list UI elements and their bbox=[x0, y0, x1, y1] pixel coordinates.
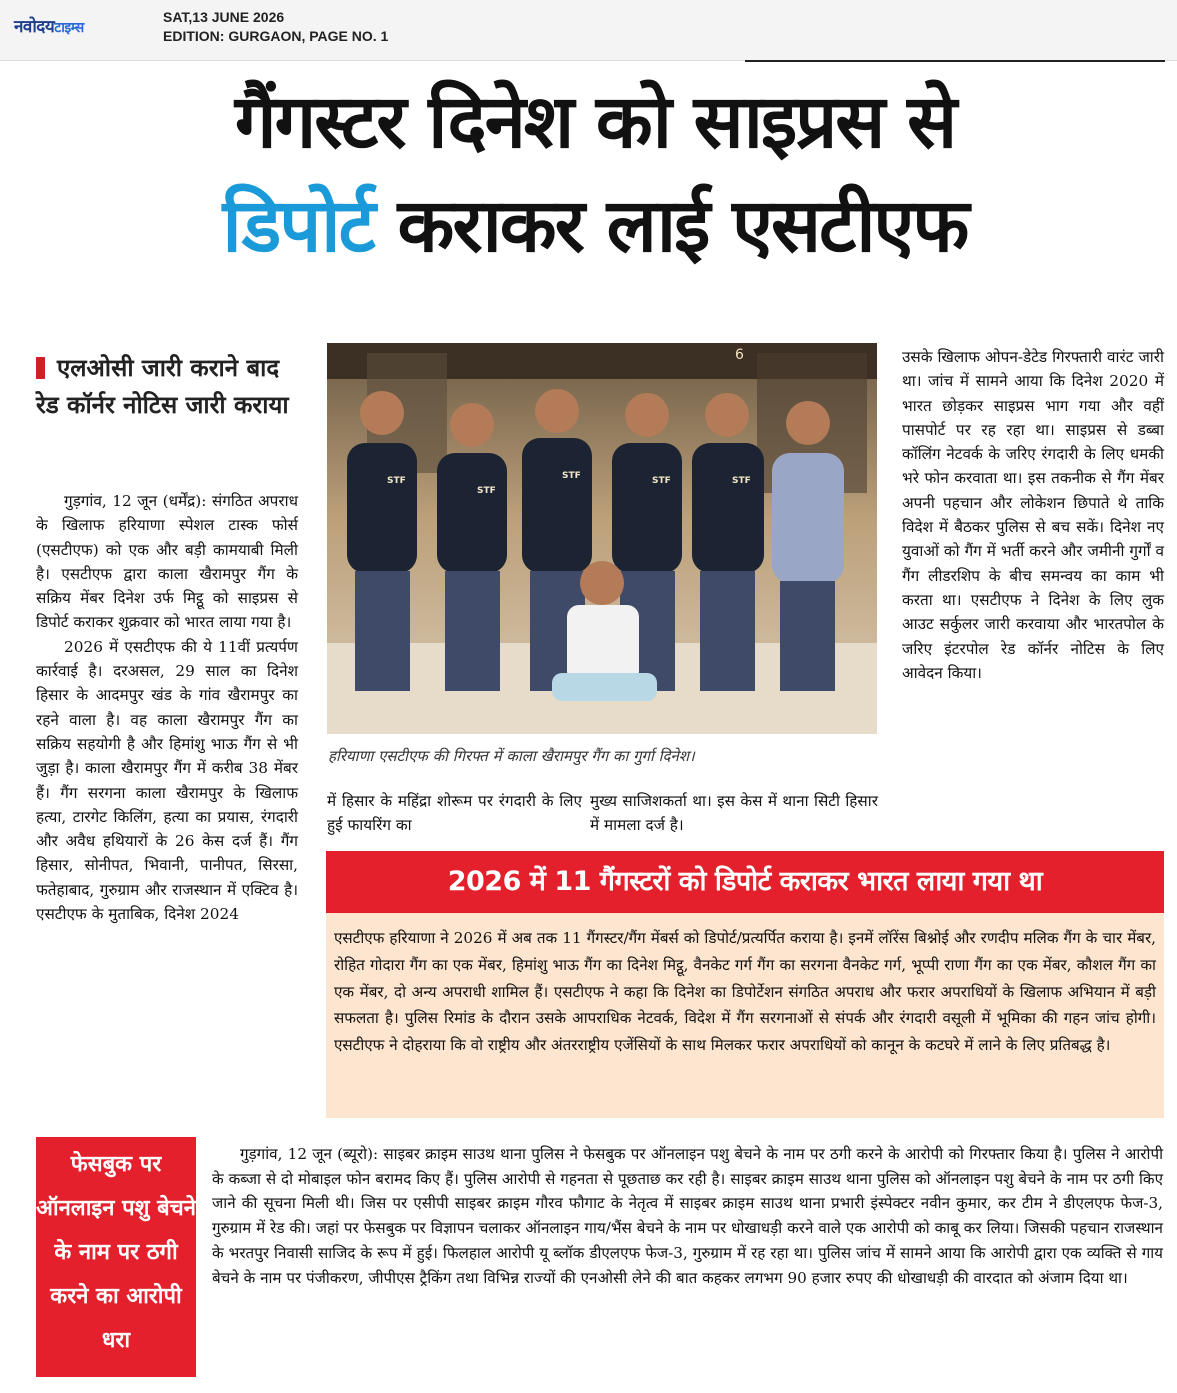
edition-info bbox=[163, 8, 388, 46]
cropped-adjacent-column bbox=[0, 60, 14, 1393]
bottom-story bbox=[212, 1142, 1163, 1290]
shirt-label-2: STF bbox=[477, 486, 496, 496]
banner-body: एसटीएफ हरियाणा ने 2026 में अब तक 11 गैंगस्टर/गैंग मेंबर्स को डिपोर्ट/प्रत्यर्पित कराया है। इनमें लॉरेंस बिश्नोई और रणदीप मलिक गैंग के चार मेंबर, रोहित गोदारा गैंग का एक मेंबर, हिमांशु भाऊ गैंग का दिनेश मिट्ठू, वैनकेट गर्ग गैंग का सरगना वैनकेट गर्ग, भूप्पी राणा गैंग का एक मेंबर, कौशल गैंग का एक मेंबर, दो अन्य अपराधी शामिल हैं। एसटीएफ ने कहा कि दिनेश का डिपोर्टेशन संगठित अपराध और फरार अपराधियों के खिलाफ अभियान में बड़ी सफलता है। पुलिस रिमांड के दौरान उसके आपराधिक नेटवर्क, विदेश में गैंग सरगनाओं से संपर्क और रंगदारी वसूली में भूमिका की गहन जांच होगी। एसटीएफ ने दोहराया कि वो राष्ट्रीय और अंतरराष्ट्रीय एजेंसियों के साथ मिलकर फरार अपराधियों को कानून के कटघरे में लाने के लिए प्रतिबद्ध है। bbox=[334, 929, 1156, 1055]
shirt-label-5: STF bbox=[732, 476, 751, 486]
side-headline-box: फेसबुक पर ऑनलाइन पशु बेचने के नाम पर ठगी करने का आरोपी धरा bbox=[36, 1137, 196, 1377]
logo-main: नवोदय bbox=[14, 17, 55, 37]
left-para-2: 2026 में एसटीएफ की ये 11वीं प्रत्यर्पण कार्रवाई है। दरअसल, 29 साल का दिनेश हिसार के आदमपुर खंड के गांव खैरामपुर का रहने वाला है। वह काला खैरामपुर गैंग का सक्रिय सहयोगी है और हिमांशु भाऊ गैंग से भी जुड़ा है। काला खैरामपुर गैंग में करीब 38 मेंबर हैं। गैंग सरगना काला खैरामपुर के खिलाफ हत्या, टारगेट किलिंग, हत्या का प्रयास, रंगदारी और अवैध हथियारों के 26 केस दर्ज हैं। गैंग हिसार, सोनीपत, भिवानी, पानीपत, सिरसा, फतेहाबाद, गुरुग्राम और राजस्थान में एक्टिव है। एसटीएफ के मुताबिक, दिनेश 2024 bbox=[36, 637, 298, 924]
subheadline-text: एलओसी जारी कराने बाद रेड कॉर्नर नोटिस जारी कराया bbox=[36, 354, 289, 419]
left-para-1: गुड़गांव, 12 जून (धर्मेंद्र): संगठित अपराध के खिलाफ हरियाणा स्पेशल टास्क फोर्स (एसटीएफ) को एक और बड़ी कामयाबी मिली है। एसटीएफ द्वारा काला खैरामपुर गैंग के सक्रिय मेंबर दिनेश उर्फ मिट्ठू को साइप्रस से डिपोर्ट कराकर शुक्रवार को भारत लाया गया है। bbox=[36, 492, 298, 632]
bottom-story-text: गुड़गांव, 12 जून (ब्यूरो): साइबर क्राइम साउथ थाना पुलिस ने फेसबुक पर ऑनलाइन पशु बेचने के नाम पर ठगी करने के आरोपी को गिरफ्तार किया है। पुलिस ने आरोपी के कब्जा से दो मोबाइल फोन बरामद किए हैं। पुलिस आरोपी से गहनता से पूछताछ कर रही है। साइबर क्राइम साउथ थाना पुलिस को ऑनलाइन पशु बेचने के नाम पर ठगी किए जाने की सूचना मिली थी। जिस पर एसीपी साइबर क्राइम गौरव फौगाट के नेतृत्व में साइबर क्राइम साउथ थाना प्रभारी इंस्पेक्टर नवीन कुमार, कर टीम ने डीएलएफ फेज-3, गुरुग्राम में रेड की। जहां पर फेसबुक पर विज्ञापन चलाकर ऑनलाइन गाय/भैंस बेचने के नाम पर धोखाधड़ी करने वाले एक आरोपी को काबू कर लिया। जिसकी पहचान राजस्थान के भरतपुर निवासी साजिद के रूप में हुई। फिलहाल आरोपी यू ब्लॉक डीएलएफ फेज-3, गुरुग्राम में रह रहा था। पुलिस जांच में सामने आया कि आरोपी द्वारा एक व्यक्ति से गाय बेचने के नाम पर पंजीकरण, जीपीएस ट्रैकिंग तथा विभिन्न राज्यों की एनओसी लेने की बात कहकर लगभग 90 हजार रुपए की धोखाधड़ी की वारदात को अंजाम दिया था। bbox=[212, 1145, 1163, 1287]
mid-left-text: में हिसार के महिंद्रा शोरूम पर रंगदारी के लिए हुई फायरिंग का bbox=[327, 792, 582, 835]
news-photo bbox=[327, 343, 877, 734]
team-photo-illustration bbox=[327, 343, 877, 734]
headline-line-2 bbox=[20, 174, 1170, 278]
mid-left-column bbox=[327, 789, 582, 838]
left-column bbox=[36, 489, 298, 926]
date-line: SAT,13 JUNE 2026 bbox=[163, 9, 285, 25]
red-bullet-icon bbox=[36, 357, 45, 379]
headline-line-2-rest: कराकर लाई एसटीएफ bbox=[373, 183, 968, 269]
photo-caption: हरियाणा एसटीएफ की गिरफ्त में काला खैरामपुर गैंग का गुर्गा दिनेश। bbox=[328, 747, 695, 765]
main-headline bbox=[20, 70, 1170, 278]
shirt-label-4: STF bbox=[652, 476, 671, 486]
headline-line-1: गैंगस्टर दिनेश को साइप्रस से bbox=[234, 79, 956, 165]
mid-right-column bbox=[590, 789, 878, 838]
shirt-label-1: STF bbox=[387, 476, 406, 486]
edition-line: EDITION: GURGAON, PAGE NO. 1 bbox=[163, 28, 389, 44]
shirt-label-3: STF bbox=[562, 471, 581, 481]
page-header bbox=[0, 0, 1177, 61]
newspaper-logo bbox=[14, 14, 84, 37]
sign-number: 6 bbox=[735, 347, 744, 363]
right-column-text: उसके खिलाफ ओपन-डेटेड गिरफ्तारी वारंट जारी था। जांच में सामने आया कि दिनेश 2020 में भारत छोड़कर साइप्रस भाग गया और वहीं पासपोर्ट पर रह रहा था। साइप्रस से डब्बा कॉलिंग नेटवर्क के जरिए रंगदारी के लिए धमकी भरे फोन करवाता था। इस तकनीक से गैंग मेंबर अपनी पहचान और लोकेशन छिपाते थे ताकि विदेश में बैठकर पुलिस से बच सकें। दिनेश नए युवाओं को गैंग में भर्ती करने और जमीनी गुर्गों व गैंग लीडरशिप के बीच समन्वय का काम भी करता था। एसटीएफ ने दिनेश के लिए लुक आउट सर्कुलर जारी करवाया और भारतपोल के जरिए इंटरपोल रेड कॉर्नर नोटिस के लिए आवेदन किया। bbox=[902, 348, 1164, 682]
mid-right-text: मुख्य साजिशकर्ता था। इस केस में थाना सिटी हिसार में मामला दर्ज है। bbox=[590, 792, 878, 835]
right-column bbox=[902, 345, 1164, 685]
red-banner: 2026 में 11 गैंगस्टरों को डिपोर्ट कराकर भारत लाया गया था bbox=[326, 851, 1164, 913]
headline-blue-word: डिपोर्ट bbox=[222, 183, 374, 269]
rule-line bbox=[745, 60, 1165, 62]
subheadline bbox=[36, 350, 306, 424]
logo-sub: टाइम्स bbox=[54, 20, 84, 36]
